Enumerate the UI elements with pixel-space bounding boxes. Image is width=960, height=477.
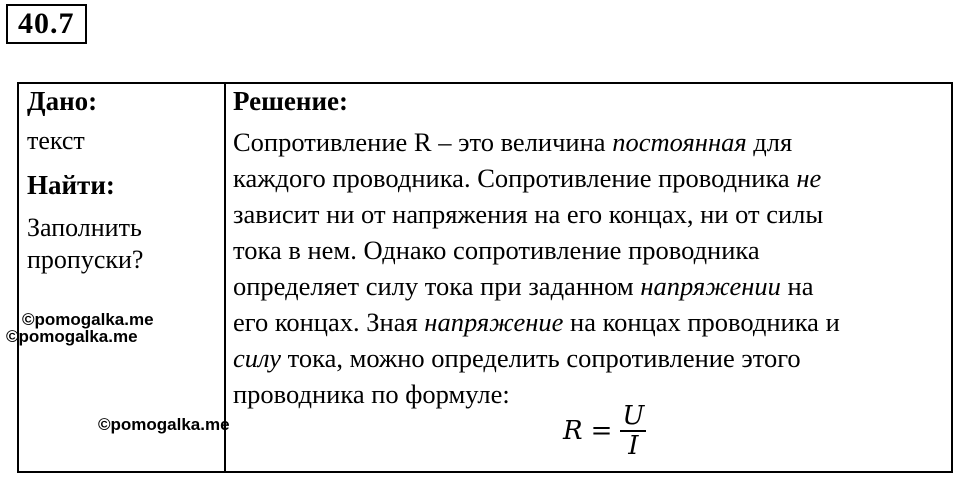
formula-numerator: U: [622, 401, 645, 431]
solution-text-segment: определяет силу тока при заданном: [233, 271, 641, 301]
solution-text-segment: тока, можно определить сопротивление этого: [280, 343, 801, 373]
solution-line: [233, 232, 948, 268]
formula-denominator: I: [628, 431, 639, 461]
given-text: текст: [27, 126, 85, 155]
emphasis-text: силу: [233, 343, 281, 373]
watermark: ©pomogalka.me: [6, 327, 138, 346]
given-heading: Дано:: [27, 86, 98, 116]
solution-line: [233, 196, 948, 232]
solution-text-segment: проводника по формуле:: [233, 379, 510, 409]
formula-lhs: R: [563, 416, 583, 446]
formula-fraction: [620, 402, 646, 460]
solution-text: [233, 124, 948, 412]
solution-line: [233, 124, 948, 160]
formula-equals: =: [590, 416, 613, 446]
solution-text-segment: его концах. Зная: [233, 307, 425, 337]
emphasis-text: не: [796, 163, 822, 193]
solution-line: [233, 268, 948, 304]
solution-text-segment: для: [746, 127, 793, 157]
find-line: пропуски?: [27, 245, 144, 274]
solution-text-segment: зависит ни от напряжения на его концах, ни от силы: [233, 199, 824, 229]
find-text: [27, 212, 143, 276]
solution-line: [233, 160, 948, 196]
solution-text-segment: каждого проводника. Сопротивление проводника: [233, 163, 797, 193]
solution-text-segment: на концах проводника и: [563, 307, 840, 337]
solution-line: [233, 304, 948, 340]
emphasis-text: напряжении: [640, 271, 781, 301]
solution-text-segment: Сопротивление R – это величина: [233, 127, 613, 157]
solution-text-segment: на: [780, 271, 814, 301]
solution-line: [233, 340, 948, 376]
resistance-formula: [563, 402, 646, 460]
find-line: Заполнить: [27, 213, 142, 242]
watermark: ©pomogalka.me: [22, 310, 154, 329]
problem-number: 40.7: [6, 4, 87, 44]
solution-text-segment: тока в нем. Однако сопротивление проводника: [233, 235, 760, 265]
find-heading: Найти:: [27, 170, 115, 200]
watermark: ©pomogalka.me: [98, 415, 230, 434]
emphasis-text: постоянная: [612, 127, 747, 157]
column-divider: [224, 84, 226, 471]
solution-heading: Решение:: [233, 86, 348, 116]
emphasis-text: напряжение: [424, 307, 564, 337]
